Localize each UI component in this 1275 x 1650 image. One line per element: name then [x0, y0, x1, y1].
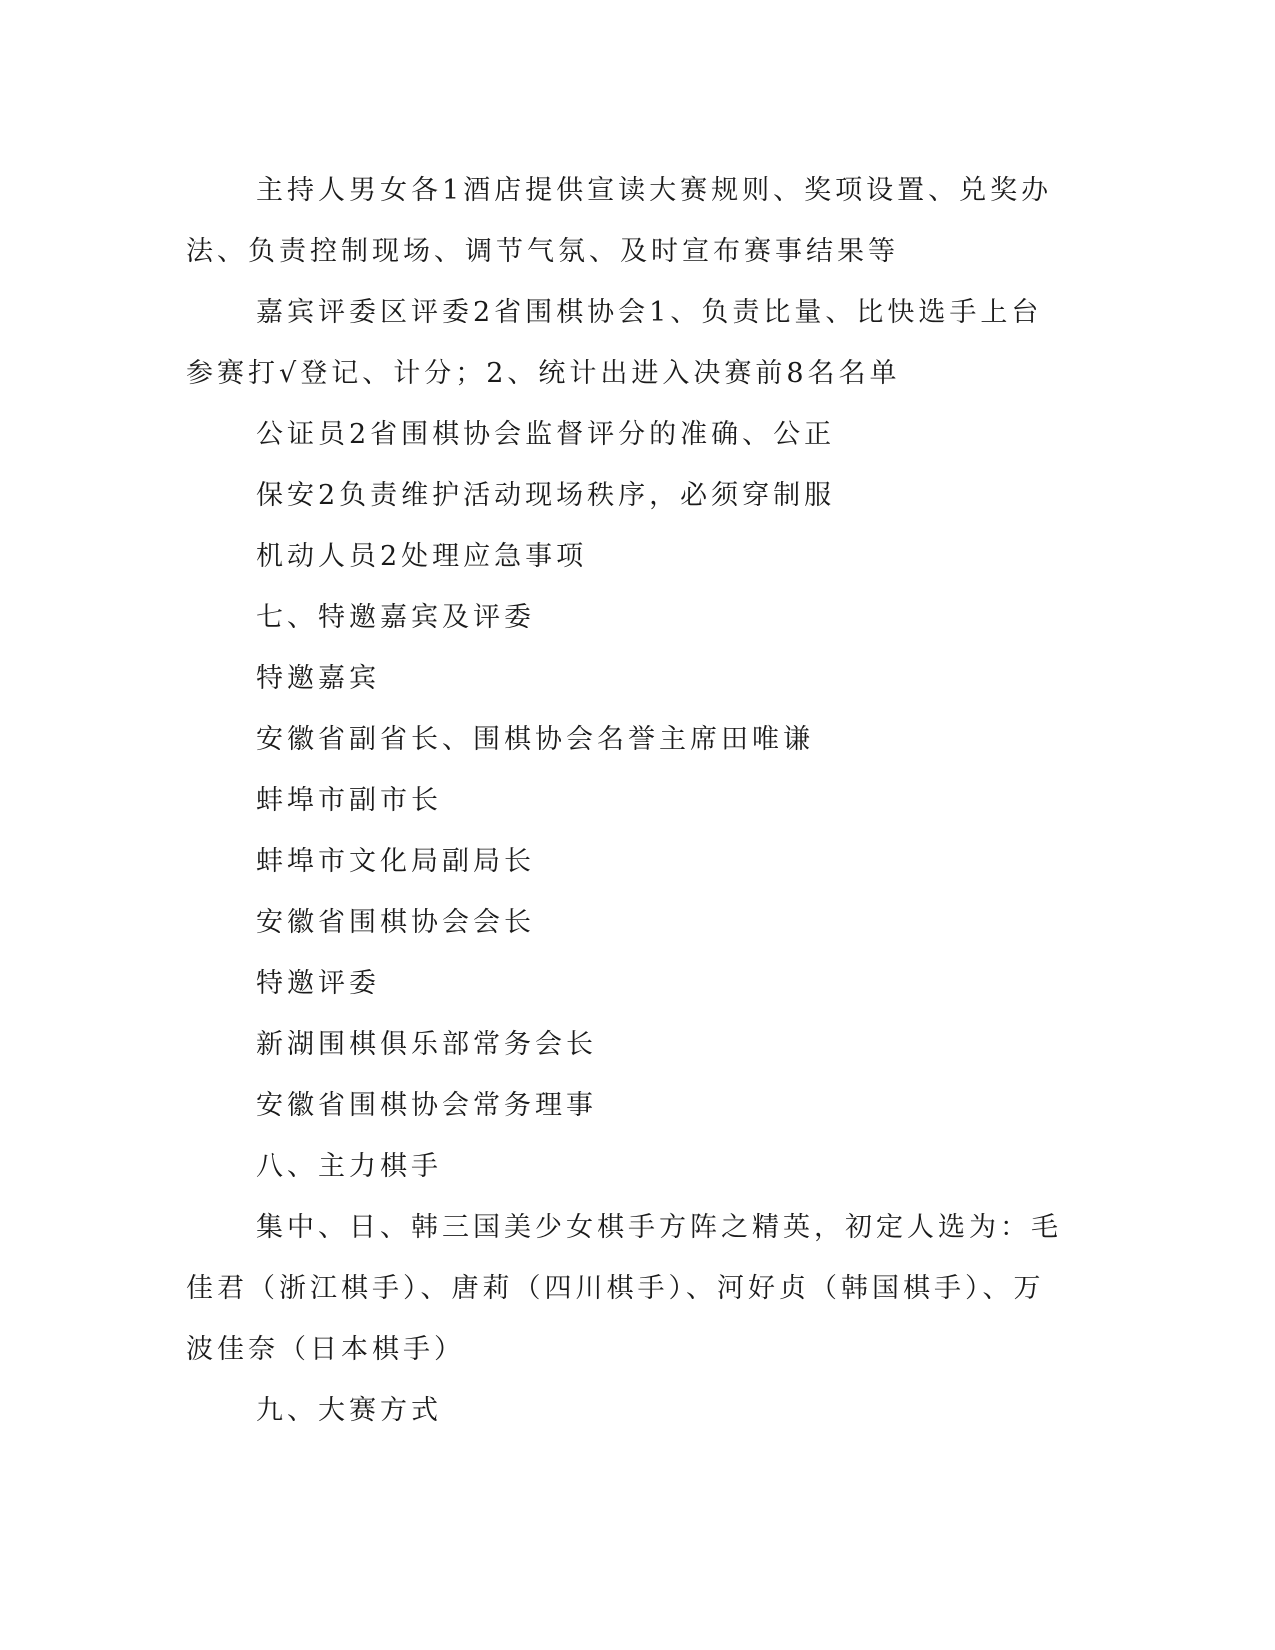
guest-vice-governor: 安徽省副省长、围棋协会名誉主席田唯谦 — [256, 724, 814, 755]
subheading-special-guests: 特邀嘉宾 — [256, 663, 380, 694]
guest-association-president: 安徽省围棋协会会长 — [256, 907, 535, 938]
paragraph-host-duties: 主持人男女各1酒店提供宣读大赛规则、奖项设置、兑奖办法、负责控制现场、调节气氛、及时宣布赛事结果等 — [186, 175, 1053, 267]
guest-culture-bureau: 蚌埠市文化局副局长 — [256, 846, 535, 877]
section-heading-main-players: 八、主力棋手 — [256, 1151, 442, 1182]
judge-association-director: 安徽省围棋协会常务理事 — [256, 1090, 597, 1121]
paragraph-judges-duties: 嘉宾评委区评委2省围棋协会1、负责比量、比快选手上台参赛打√登记、计分；2、统计出进入决赛前8名名单 — [186, 297, 1043, 389]
document-body — [186, 160, 1066, 1441]
section-heading-guests-judges: 七、特邀嘉宾及评委 — [256, 602, 535, 633]
judge-club-president: 新湖围棋俱乐部常务会长 — [256, 1029, 597, 1060]
guest-vice-mayor: 蚌埠市副市长 — [256, 785, 442, 816]
paragraph-players-list: 集中、日、韩三国美少女棋手方阵之精英，初定人选为：毛佳君（浙江棋手）、唐莉（四川棋手）、河好贞（韩国棋手）、万波佳奈（日本棋手） — [186, 1212, 1062, 1365]
paragraph-security: 保安2负责维护活动现场秩序，必须穿制服 — [256, 480, 836, 511]
paragraph-standby-staff: 机动人员2处理应急事项 — [256, 541, 588, 572]
paragraph-notary: 公证员2省围棋协会监督评分的准确、公正 — [256, 419, 836, 450]
section-heading-competition-format: 九、大赛方式 — [256, 1395, 442, 1426]
subheading-special-judges: 特邀评委 — [256, 968, 380, 999]
